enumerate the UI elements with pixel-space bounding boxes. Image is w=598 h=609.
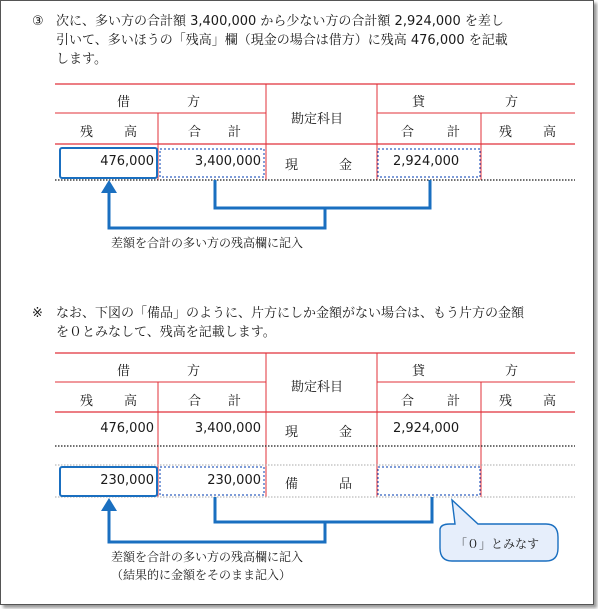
credit-header-1: 貸 <box>412 95 426 110</box>
total-label-2: 計 <box>228 125 242 140</box>
t2-row1-debit-total: 3,400,000 <box>194 421 261 436</box>
t2-credit-balance-label-2: 高 <box>543 394 557 409</box>
credit-total-label-1: 合 <box>401 125 415 140</box>
t2-credit-header-2: 方 <box>505 364 519 379</box>
step-marker: ③ <box>32 14 44 29</box>
t2-credit-header-1: 貸 <box>412 364 426 379</box>
t2-total-label-2: 計 <box>228 394 242 409</box>
t2-balance-label-2: 高 <box>124 394 138 409</box>
debit-total-value: 3,400,000 <box>194 154 261 169</box>
t2-account-header: 勘定科目 <box>291 380 344 395</box>
t2-debit-header-1: 借 <box>117 364 131 379</box>
credit-header-2: 方 <box>505 95 519 110</box>
account-name-1: 現 <box>285 158 299 173</box>
callout-text: 差額を合計の多い方の残高欄に記入 <box>111 236 304 250</box>
t2-row1-account-2: 金 <box>339 425 353 440</box>
t2-credit-total-label-1: 合 <box>401 394 415 409</box>
t2-row1-credit-total: 2,924,000 <box>393 421 460 436</box>
debit-header-2: 方 <box>187 95 201 110</box>
balance-label-2: 高 <box>124 125 138 140</box>
note-marker: ※ <box>32 306 43 321</box>
credit-total-label-2: 計 <box>447 125 461 140</box>
t2-credit-total-label-2: 計 <box>447 394 461 409</box>
section2-line-1: なお、下図の「備品」のように、片方にしか金額がない場合は、もう片方の金額 <box>56 306 525 321</box>
section2-line-2: を０とみなして、残高を記載します。 <box>56 325 276 340</box>
t2-total-label-1: 合 <box>188 394 202 409</box>
t2-debit-header-2: 方 <box>187 364 201 379</box>
t2-row2-debit-balance: 230,000 <box>100 473 154 488</box>
debit-header-1: 借 <box>117 95 131 110</box>
section1-line-3: します。 <box>56 52 107 67</box>
t2-row2-account-1: 備 <box>285 477 299 492</box>
t2-row2-account-2: 品 <box>339 477 353 492</box>
balance-label-1: 残 <box>80 125 94 140</box>
t2-balance-label-1: 残 <box>80 394 94 409</box>
total-label-1: 合 <box>188 125 202 140</box>
credit-balance-label-1: 残 <box>499 125 513 140</box>
section1-line-1: 次に、多い方の合計額 3,400,000 から少ない方の合計額 2,924,000 を差し <box>56 14 504 29</box>
callout2-line-1: 差額を合計の多い方の残高欄に記入 <box>111 550 304 564</box>
callout2-line-2: （結果的に金額をそのまま記入） <box>111 568 292 582</box>
account-header: 勘定科目 <box>291 112 344 127</box>
section1-line-2: 引いて、多いほうの「残高」欄（現金の場合は借方）に残高 476,000 を記載 <box>56 33 508 48</box>
debit-balance-value: 476,000 <box>100 154 154 169</box>
t2-row1-account-1: 現 <box>285 425 299 440</box>
t2-row1-debit-balance: 476,000 <box>100 421 154 436</box>
credit-total-value: 2,924,000 <box>393 154 460 169</box>
account-name-2: 金 <box>339 158 353 173</box>
t2-credit-balance-label-1: 残 <box>499 394 513 409</box>
credit-balance-label-2: 高 <box>543 125 557 140</box>
t2-row2-debit-total: 230,000 <box>207 473 261 488</box>
bubble-text: 「０」とみなす <box>455 537 540 551</box>
